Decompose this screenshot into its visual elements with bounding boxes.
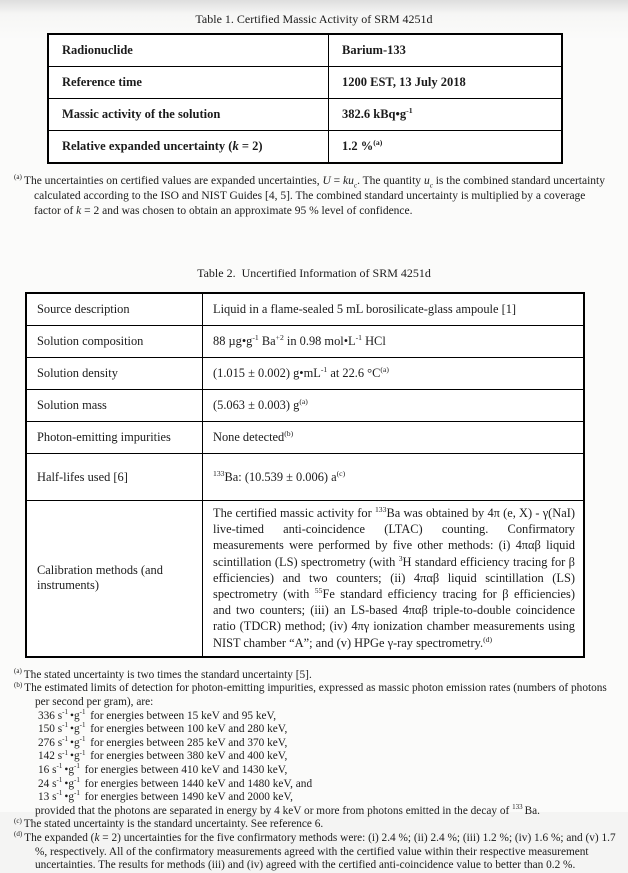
detection-limit-line: 336 $s^{-1}$ $•g^{-1}$ for energies between 15 keV and 95 keV, <box>38 707 277 722</box>
detection-limit-line: 276 $s^{-1}$ $•g^{-1}$ for energies between 285 keV and 370 keV, <box>38 735 288 749</box>
table1-footnote-a <box>14 174 612 219</box>
detection-limit-proviso: provided that the photons are separated in energy by 4 keV or more from photons emitted in the decay of $^{133}$ Ba. <box>35 803 540 817</box>
table-row <box>48 131 562 164</box>
footnote-text: The uncertainties on certified values are expanded uncertainties, $U = ku_c$. The quantity $u_c$ is the combined standard uncertainty calculated according to the ISO and NIST Guides [4, 5]. The combined standard uncertainty is multiplied by a coverage factor of k = 2 and was chosen to obtain an approximate 95 % level of confidence. <box>23 175 605 217</box>
table2-value-source-description: Liquid in a flame-sealed 5 mL borosilicate-glass ampoule [1] <box>203 293 585 326</box>
detection-limit-line: 142 $s^{-1}$ $•g^{-1}$ for energies between 380 keV and 400 keV, <box>38 748 288 763</box>
table-row <box>48 67 562 99</box>
table2-value-impurities: None detected$^{(b)}$ <box>203 422 585 454</box>
table2-label-half-lifes: Half-lifes used [6] <box>26 454 203 501</box>
footnote-text: The stated uncertainty is the standard uncertainty. See reference 6. <box>23 818 324 831</box>
footnote-text: The stated uncertainty is two times the standard uncertainty [5]. <box>23 668 312 681</box>
detection-limit-line: 24 $s^{-1}$ $•g^{-1}$ for energies between 1440 keV and 1480 keV, and <box>38 775 313 790</box>
footnote-marker: (a) <box>14 667 22 676</box>
table2-uncertified-info <box>25 292 585 658</box>
table2-footnote-b <box>14 682 616 709</box>
table2-label-solution-mass: Solution mass <box>26 390 203 422</box>
table1-value-uncertainty: 1.2 %$^{(a)}$ <box>329 131 563 164</box>
footnote-marker: (d) <box>14 830 23 839</box>
table1-label-radionuclide: Radionuclide <box>48 34 329 67</box>
table2-label-solution-composition: Solution composition <box>26 326 203 358</box>
table2-value-solution-mass: (5.063 ± 0.003) $g^{(a)}$ <box>203 390 585 422</box>
table2-label-impurities: Photon-emitting impurities <box>26 422 203 454</box>
detection-limit-line: 16 $s^{-1}$ $•g^{-1}$ for energies between 410 keV and 1430 keV, <box>38 762 288 776</box>
table1-certified-activity <box>47 33 563 164</box>
table1-value-massic-activity: 382.6 $kBq•g^{-1}$ <box>329 99 563 131</box>
detection-limit-line: 13 $s^{-1}$ $•g^{-1}$ for energies between 1490 keV and 2000 keV, <box>38 789 293 804</box>
table2-label-source-description: Source description <box>26 293 203 326</box>
footnote-text: The expanded (k = 2) uncertainties for the five confirmatory methods were: (i) 2.4 %; (ii) 2.4 %; (iii) 1.2 %; (iv) 1.6 %; and (v) 1.7 %, respectively. All of the confirmatory measurements agreed with the certified value within their respective measurement uncertainties. The results for methods (iii) and (iv) agreed with the certified anti-coincidence value to better than 0.2 %. <box>24 831 616 872</box>
table1-value-reference-time: 1200 EST, 13 July 2018 <box>329 67 563 99</box>
table1-title: Table 1. Certified Massic Activity of SRM 4251d <box>195 12 433 26</box>
table-row <box>26 326 584 358</box>
table2-title: Table 2. Uncertified Information of SRM 4251d <box>197 266 431 280</box>
table-row <box>26 501 584 657</box>
footnote-text: The estimated limits of detection for photon-emitting impurities, expressed as massic photon emission rates (numbers of photons per second per gram), are: <box>24 682 607 709</box>
table1-value-radionuclide: Barium-133 <box>329 34 563 67</box>
detection-limit-line: 150 $s^{-1}$ $•g^{-1}$ for energies between 100 keV and 280 keV, <box>38 721 288 736</box>
table1-label-reference-time: Reference time <box>48 67 329 99</box>
table2-value-solution-composition: 88 $\mu g•g^{-1}$ $Ba^{+2}$ in 0.98 $mol•L^{-1}$ HCl <box>203 326 585 358</box>
table2-value-half-lifes: $^{133}$Ba: (10.539 ± 0.006) $a^{(c)}$ <box>203 454 585 501</box>
footnote-marker: (b) <box>14 680 23 689</box>
table2-footnote-d <box>14 832 616 873</box>
table2-label-calibration-methods: Calibration methods (and instruments) <box>26 501 203 657</box>
table-row <box>26 358 584 390</box>
table-row <box>48 34 562 67</box>
table-row <box>26 454 584 501</box>
table-row <box>26 390 584 422</box>
table-row <box>26 422 584 454</box>
table2-value-calibration-methods: The certified massic activity for $^{133}$Ba was obtained by 4π (e, X) - γ(NaI) live-timed anti-coincidence (LTAC) counting. Confirmatory measurements were performed by five other methods: (i) 4παβ liquid scintillation (LS) spectrometry (with $^3$H standard efficiency tracing for β efficiencies) and two counters; (ii) 4παβ liquid scintillation (LS) spectrometry (with $^{55}$Fe standard efficiency tracing for β efficiencies) and two counters; (iii) an LS-based 4παβ triple-to-double coincidence ratio (TDCR) method; (iv) 4πγ ionization chamber measurements using NIST chamber “A”; and (v) HPGe γ-ray spectrometry.$^{(d)}$ <box>203 501 585 657</box>
table-row <box>26 293 584 326</box>
table1-label-uncertainty: Relative expanded uncertainty (k = 2) <box>48 131 329 164</box>
table2-footnotes <box>14 669 616 873</box>
table2-footnote-c <box>14 818 616 832</box>
table1-label-massic-activity: Massic activity of the solution <box>48 99 329 131</box>
table2-value-solution-density: (1.015 ± 0.002) $g•mL^{-1}$ at 22.6 $^\circ C^{(a)}$ <box>203 358 585 390</box>
table-row <box>48 99 562 131</box>
footnote-marker: (a) <box>14 173 22 182</box>
footnote-marker: (c) <box>14 816 22 825</box>
table2-footnote-a <box>14 669 616 683</box>
table2-label-solution-density: Solution density <box>26 358 203 390</box>
